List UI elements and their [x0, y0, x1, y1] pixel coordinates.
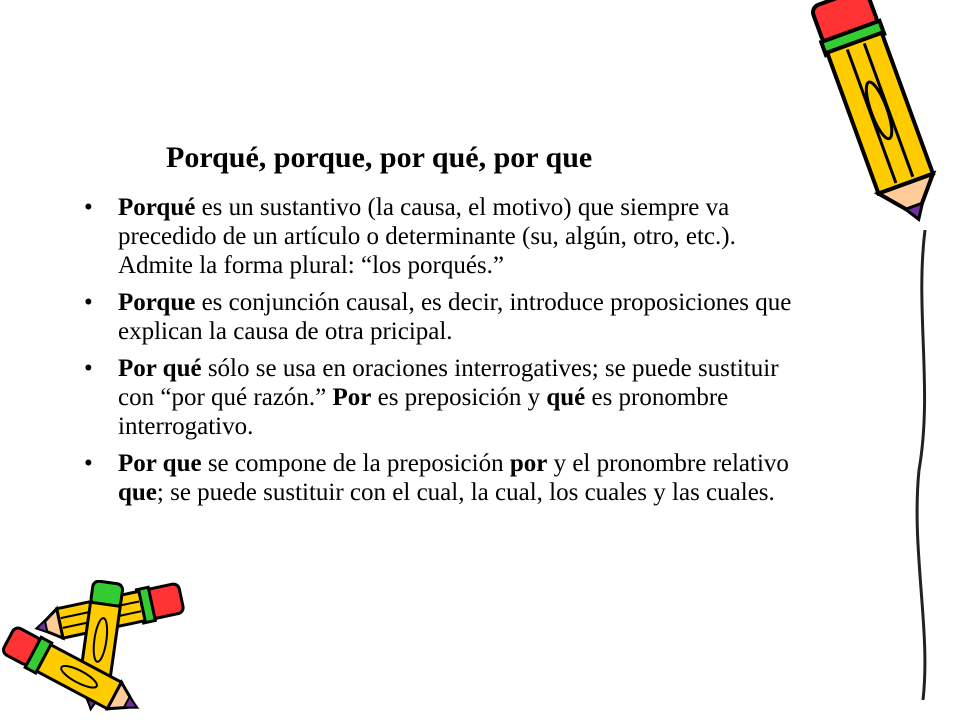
bold-term: Por — [332, 384, 372, 411]
bullet-text: es conjunción causal, es decir, introduce proposiciones que explican la causa de otra pricipal. — [118, 289, 792, 345]
bullet-dot: • — [84, 289, 93, 316]
bullet-item — [78, 288, 798, 346]
bold-term: qué — [546, 384, 586, 411]
bullet-text: y el pronombre relativo — [547, 450, 789, 477]
slide-title: Porqué, porque, por qué, por que — [166, 141, 593, 174]
bullet-item — [78, 449, 798, 507]
bullet-dot: • — [84, 355, 93, 382]
bold-term: Por que — [118, 450, 202, 477]
bullet-text: ; se puede sustituir con el cual, la cual, los cuales y las cuales. — [156, 479, 775, 506]
bullet-item — [78, 193, 798, 280]
bullet-text: es pronombre interrogativo. — [118, 384, 729, 440]
crossed-pencils-icon — [0, 580, 200, 720]
bullet-list — [78, 193, 798, 515]
bold-term: Porque — [118, 289, 196, 316]
bold-term: Porqué — [118, 194, 196, 221]
bullet-text: sólo se usa en oraciones interrogatives; se puede sustituir con “por qué razón.” — [118, 355, 779, 411]
bold-term: que — [118, 479, 157, 506]
bullet-text: es preposición y — [371, 384, 547, 411]
bullet-text: se compone de la preposición — [201, 450, 510, 477]
bullet-dot: • — [84, 194, 93, 221]
bullet-text: es un sustantivo (la causa, el motivo) que siempre va precedido de un artículo o determinante (su, algún, otro, etc.). Admite la forma plural: “los porqués.” — [118, 194, 736, 279]
pencil-icon — [810, 0, 960, 230]
bold-term: por — [509, 450, 548, 477]
bullet-item — [78, 354, 798, 441]
bold-term: Por qué — [118, 355, 202, 382]
margin-line-decoration — [905, 230, 945, 710]
bullet-dot: • — [84, 450, 93, 477]
